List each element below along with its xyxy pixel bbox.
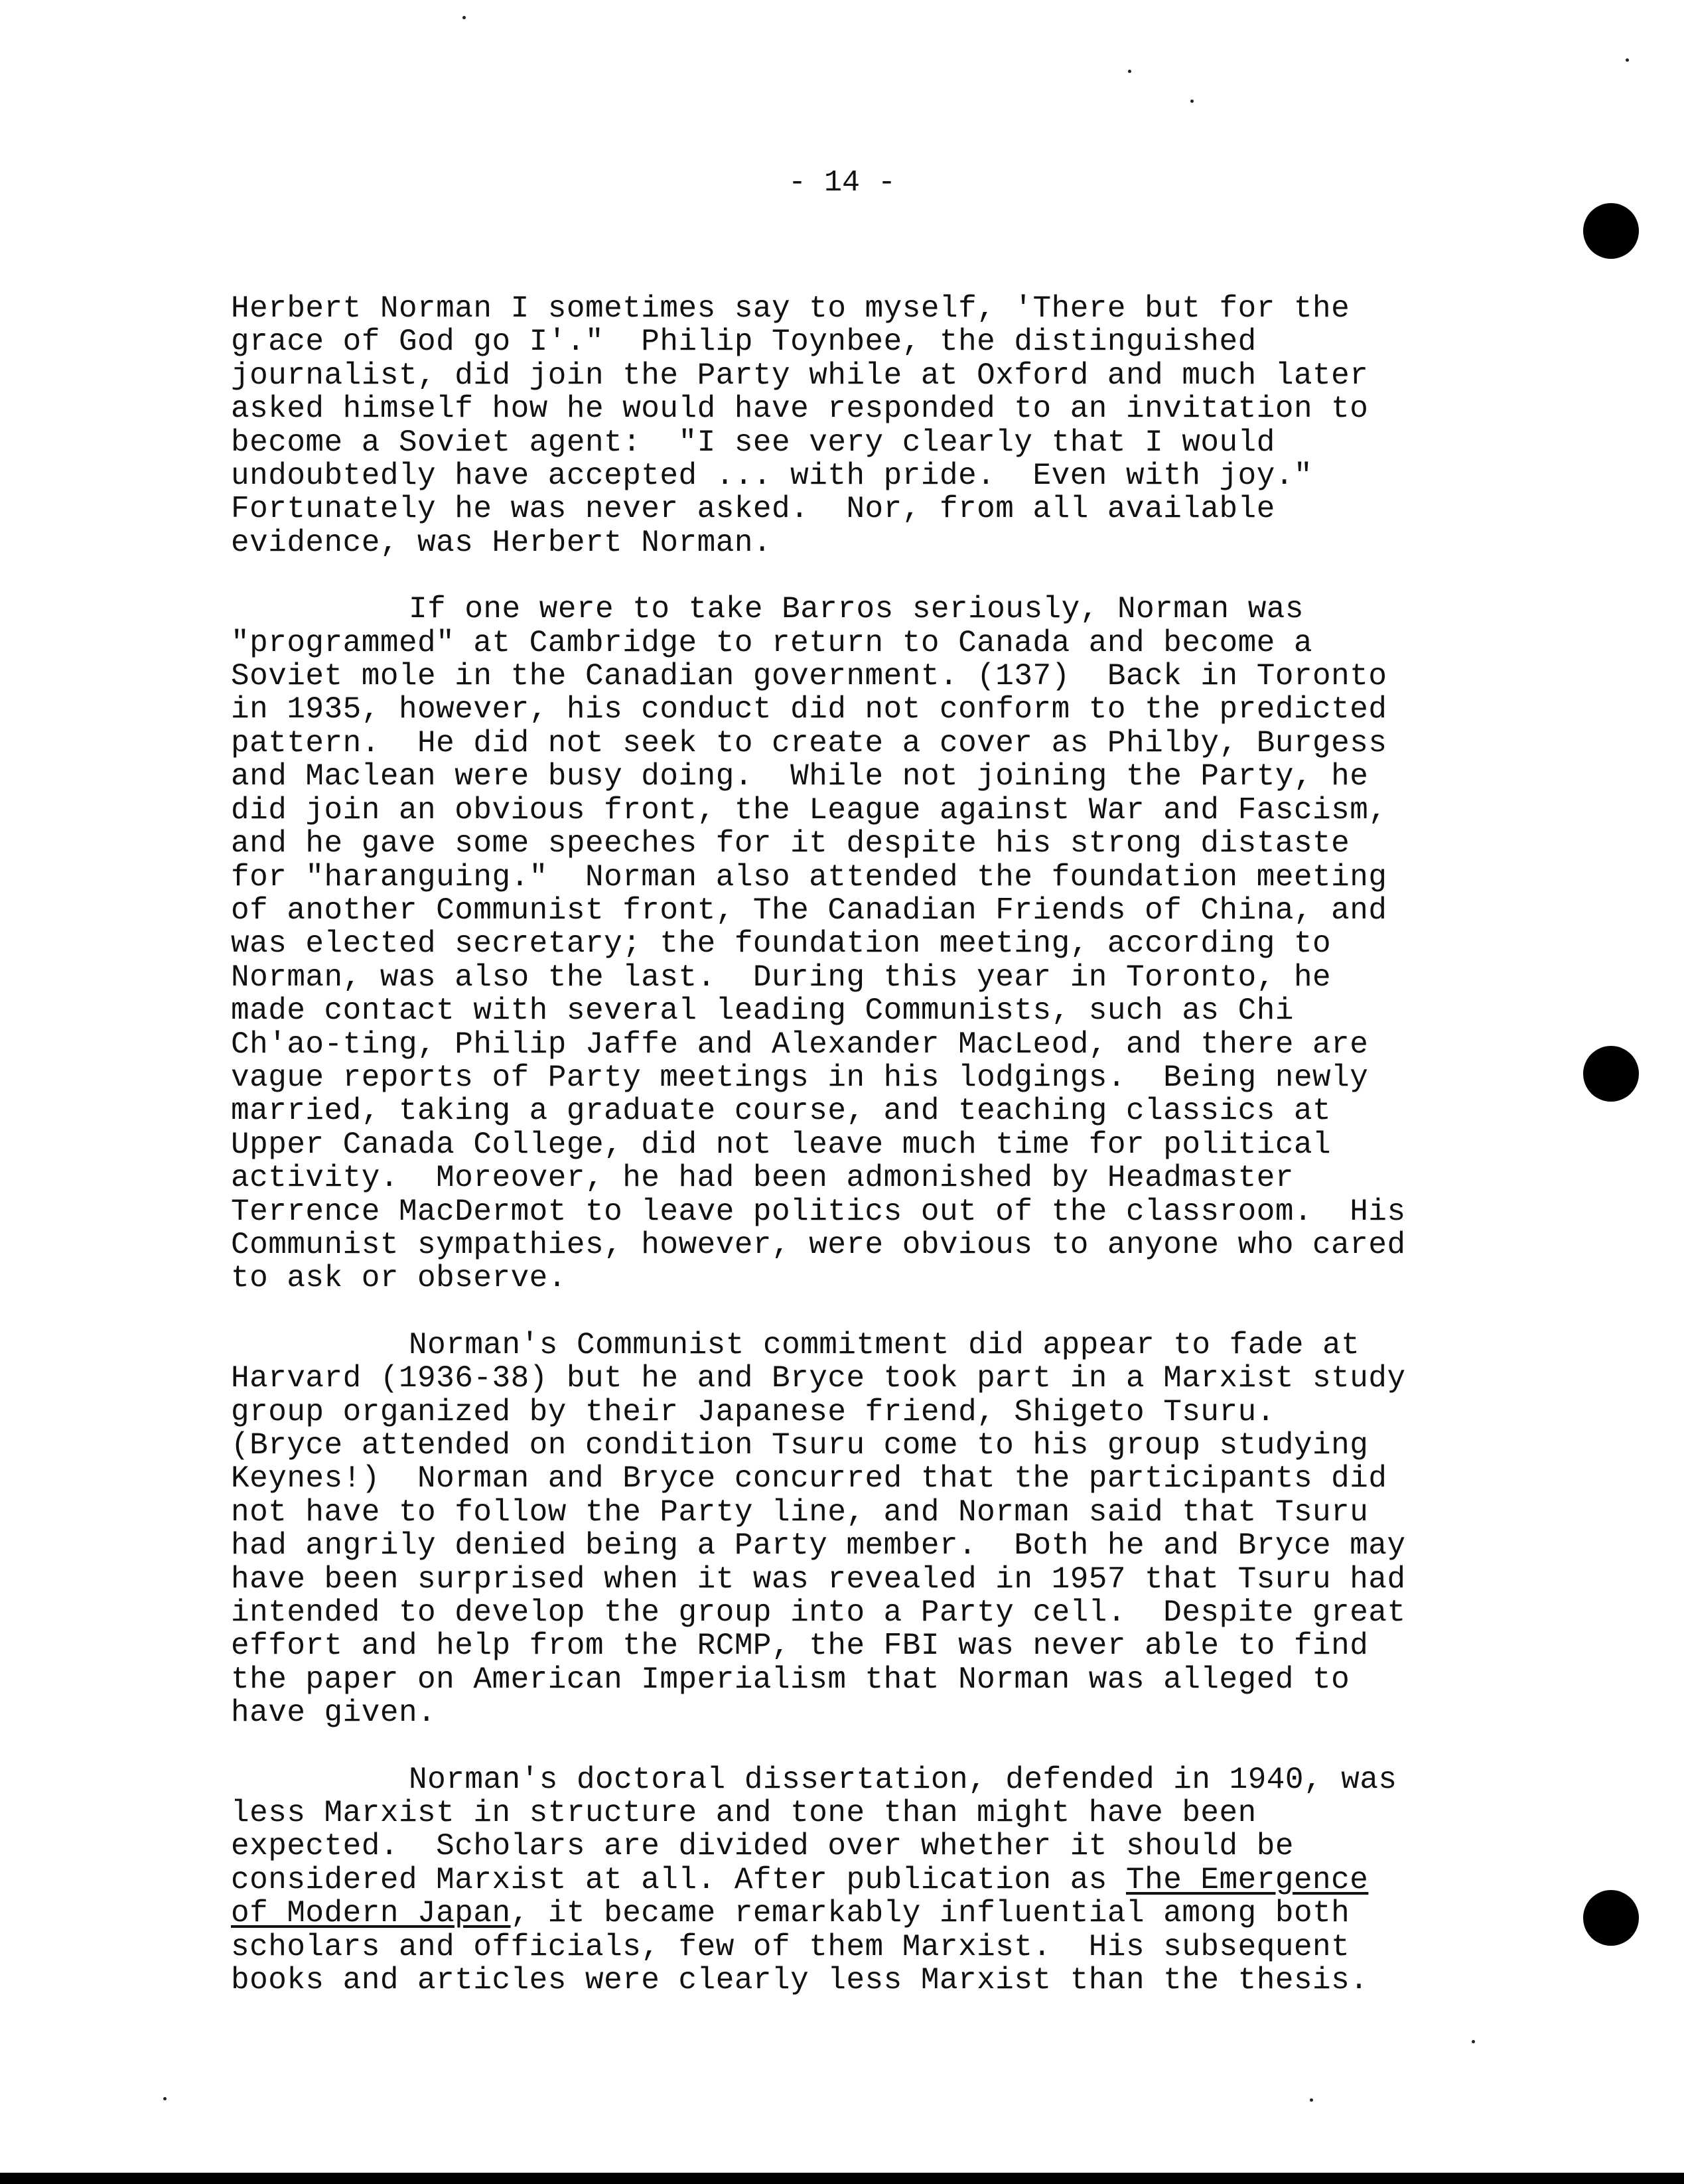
text-line: Norman's Communist commitment did appear to fade at bbox=[409, 1327, 1360, 1362]
page-number: - 14 - bbox=[788, 166, 896, 200]
punch-hole-middle bbox=[1583, 1046, 1639, 1102]
text-line: group organized by their Japanese friend, Shigeto Tsuru. bbox=[231, 1394, 1275, 1429]
text-line: Fortunately he was never asked. Nor, from all available bbox=[231, 492, 1275, 527]
paragraph bbox=[231, 1763, 1531, 1998]
text-run: , it became remarkably influential among both bbox=[510, 1896, 1350, 1931]
text-line: for "haranguing." Norman also attended the foundation meeting bbox=[231, 859, 1387, 895]
text-line: made contact with several leading Communists, such as Chi bbox=[231, 993, 1294, 1029]
text-line bbox=[231, 1897, 1531, 1930]
text-line: Norman's doctoral dissertation, defended in 1940, was bbox=[409, 1762, 1397, 1797]
text-line: "programmed" at Cambridge to return to Canada and become a bbox=[231, 625, 1313, 660]
text-line: not have to follow the Party line, and Norman said that Tsuru bbox=[231, 1494, 1369, 1530]
book-title: The Emergence bbox=[1126, 1862, 1369, 1897]
text-line: had angrily denied being a Party member. Both he and Bryce may bbox=[231, 1528, 1406, 1564]
scan-speck bbox=[1472, 2040, 1475, 2043]
text-line: in 1935, however, his conduct did not conform to the predicted bbox=[231, 692, 1387, 727]
text-line: effort and help from the RCMP, the FBI was never able to find bbox=[231, 1629, 1369, 1664]
text-line: to ask or observe. bbox=[231, 1261, 567, 1296]
text-line: grace of God go I'." Philip Toynbee, the distinguished bbox=[231, 325, 1257, 360]
text-line: pattern. He did not seek to create a cover as Philby, Burgess bbox=[231, 725, 1387, 761]
text-line: Soviet mole in the Canadian government. (137) Back in Toronto bbox=[231, 659, 1387, 694]
text-line: expected. Scholars are divided over whether it should be bbox=[231, 1829, 1294, 1864]
text-line: If one were to take Barros seriously, Norman was bbox=[409, 592, 1304, 627]
text-line: married, taking a graduate course, and teaching classics at bbox=[231, 1094, 1332, 1129]
text-line: scholars and officials, few of them Marxist. His subsequent bbox=[231, 1929, 1350, 1964]
text-line: Upper Canada College, did not leave much time for political bbox=[231, 1127, 1332, 1162]
text-line: and he gave some speeches for it despite his strong distaste bbox=[231, 826, 1350, 861]
scan-speck bbox=[1310, 2098, 1313, 2102]
text-line: and Maclean were busy doing. While not joining the Party, he bbox=[231, 759, 1369, 794]
text-line: of another Communist front, The Canadian Friends of China, and bbox=[231, 893, 1387, 928]
text-line: was elected secretary; the foundation meeting, according to bbox=[231, 926, 1332, 962]
scan-bottom-edge bbox=[0, 2173, 1684, 2184]
text-line: have been surprised when it was revealed in 1957 that Tsuru had bbox=[231, 1562, 1406, 1597]
punch-hole-top bbox=[1583, 203, 1639, 259]
text-line: Communist sympathies, however, were obvious to anyone who cared bbox=[231, 1227, 1406, 1262]
punch-hole-bottom bbox=[1583, 1890, 1639, 1946]
text-run: considered Marxist at all. After publication as bbox=[231, 1862, 1127, 1897]
scan-speck bbox=[1190, 100, 1194, 103]
text-line: Harvard (1936-38) but he and Bryce took part in a Marxist study bbox=[231, 1361, 1406, 1396]
text-line: Keynes!) Norman and Bryce concurred that the participants did bbox=[231, 1461, 1387, 1496]
book-title: of Modern Japan bbox=[231, 1896, 511, 1931]
paragraph bbox=[231, 593, 1531, 1295]
text-line: Herbert Norman I sometimes say to myself, 'There but for the bbox=[231, 291, 1350, 326]
text-line: vague reports of Party meetings in his lodgings. Being newly bbox=[231, 1060, 1369, 1095]
text-line: undoubtedly have accepted ... with pride. Even with joy." bbox=[231, 459, 1313, 494]
text-line: books and articles were clearly less Marxist than the thesis. bbox=[231, 1963, 1369, 1998]
text-line: (Bryce attended on condition Tsuru come to his group studying bbox=[231, 1428, 1369, 1463]
text-line: Ch'ao-ting, Philip Jaffe and Alexander MacLeod, and there are bbox=[231, 1027, 1369, 1062]
text-line: become a Soviet agent: "I see very clearly that I would bbox=[231, 425, 1275, 460]
text-line: asked himself how he would have responded to an invitation to bbox=[231, 392, 1369, 427]
document-body bbox=[231, 292, 1531, 2031]
text-line bbox=[231, 1863, 1531, 1897]
scan-speck bbox=[1128, 70, 1131, 73]
text-line: journalist, did join the Party while at Oxford and much later bbox=[231, 358, 1369, 393]
text-line: Norman, was also the last. During this year in Toronto, he bbox=[231, 960, 1332, 995]
text-line: evidence, was Herbert Norman. bbox=[231, 525, 772, 560]
scan-speck bbox=[1626, 58, 1629, 62]
text-line: activity. Moreover, he had been admonished by Headmaster bbox=[231, 1161, 1294, 1196]
scan-speck bbox=[462, 16, 466, 19]
paragraph bbox=[231, 1329, 1531, 1730]
text-line: did join an obvious front, the League against War and Fascism, bbox=[231, 792, 1387, 828]
text-line: intended to develop the group into a Party cell. Despite great bbox=[231, 1595, 1406, 1631]
scan-speck bbox=[163, 2097, 167, 2100]
text-line: have given. bbox=[231, 1696, 437, 1731]
text-line: the paper on American Imperialism that Norman was alleged to bbox=[231, 1662, 1350, 1697]
paragraph bbox=[231, 292, 1531, 559]
text-line: less Marxist in structure and tone than might have been bbox=[231, 1796, 1257, 1831]
text-line: Terrence MacDermot to leave politics out of the classroom. His bbox=[231, 1194, 1406, 1229]
